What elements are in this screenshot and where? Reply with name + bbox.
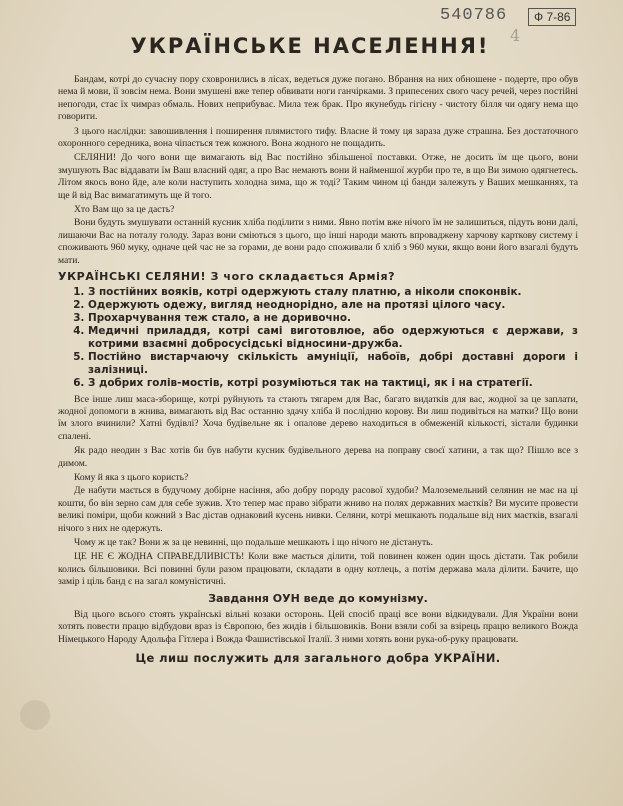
archive-stamp-number: 540786: [440, 6, 508, 25]
footer-slogan: Це лиш послужить для загального добра УКРАЇНИ.: [135, 651, 501, 666]
army-list-item: 1. З постійних вояків, котрі одержують сталу платню, а ніколи споконвік.: [88, 286, 578, 299]
pencil-mark: 4: [510, 26, 521, 45]
oun-task-line: Завдання ОУН веде до комунізму.: [208, 591, 428, 605]
question-who-gives: Хто Вам що за це дасть?: [74, 204, 175, 216]
paragraph-final: Від цього всього стоять українські вільні козаки осторонь. Цей спосіб праці все вони відкидували. Для України вони хотять повести працю відбудови враз із Європою, без жидів і більшовиків. Вони взяли собі за взірець працю великого Вожда Німецького Народу Адольфа Гітлера і Вожда Фашистівської Італії. З ними хотять вони рука-об-руку працювати.: [58, 609, 578, 645]
paragraph-justice: ЦЕ НЕ Є ЖОДНА СПРАВЕДЛИВІСТЬ! Коли вже мається ділити, той повинен кожен один щось дістати. Так робили колись більшовики. Всі повинні були разом працювати, складати в одну котлець, а потім держава мала ділити. Бачите, що замір і ціль банд є на загал комуністичні.: [58, 551, 578, 588]
paragraph-peasants-clothing: СЕЛЯНИ! До чого вони ще вимагають від Вас постійно збільшеної поставки. Отже, не досить їм ще цього, вони змушують Вас віддавати їм Ваш власний одяг, а про Вас немають вони й найменшої журби про те, в що Ви зимою одягнетесь. Літом якось воно йде, але коли наступить холодна зима, що ж тоді? Таким чином ці банди залежуть у Ваших мешканнях, та ще й від Вас вимагатимуть ще й того.: [58, 152, 578, 201]
army-list-item: 4. Медичні приладдя, котрі самі виготовлюе, або одержуються є держави, з котрими взаємні добросусідські відносини-дружба.: [88, 325, 578, 351]
army-list-item: 5. Постійно вистарчаючу скількість амуніції, набоїв, добрі доставні дороги і залізниці.: [88, 351, 578, 377]
leaflet-title: УКРАЇНСЬКЕ НАСЕЛЕННЯ!: [130, 34, 490, 58]
archive-code-box: Ф 7-86: [528, 8, 576, 26]
leaflet-body: [58, 74, 578, 665]
paragraph-mob: Все інше лиш маса-зборище, котрі руйнують та стають тягарем для Вас, багато видатків для вас, жодної за це заплати, жодної допомоги в жнива, вимагають від Вас останню здачу хліба й послідню корову. Ви лиш подивіться на матки? Що вони їм злого вчинили? Хатні будівлі? Хоча будівельне як і опалове дерево находиться в обмеженій кількості, зістали будинки спалені.: [58, 393, 578, 442]
paragraph-bands: Бандам, котрі до сучасну пору сховронились в лісах, ведеться дуже погано. Вбрання на них обношене - подерте, про обув нема й мови, її зовсім нема. Вони змушені вже тепер обвивати ноги ганчірками. З припесених свого часу речей, через постійні непогоди, стає їх чимраз обмаль. Нових неприбуває. Мила теж брак. Про якунебудь гігієну - чистоту білля чи одягу нема що говорити.: [58, 74, 578, 123]
paragraph-why: Чому ж це так? Вони ж за це невинні, що подальше мешкають і що нічого не дістануть.: [74, 536, 433, 548]
paper-stain: [20, 700, 50, 730]
army-list-item: 6. З добрих голів-мостів, котрі розуміються так на тактиці, як і на стратегії.: [88, 377, 578, 390]
paragraph-wood: Як радо неодин з Вас хотів би був набути кусник будівельного дерева на поправу своєї хатини, а так що? Пішло все з димом.: [58, 445, 578, 469]
army-list-item: 3. Прохарчування теж стало, а не доривочно.: [88, 312, 578, 325]
army-heading: УКРАЇНСЬКІ СЕЛЯНИ! З чого складається Армія?: [58, 270, 396, 284]
question-who-benefits: Кому й яка з цього користь?: [74, 471, 189, 483]
paragraph-typhus: З цього наслідки: завошивлення і поширення плямистого тифу. Власне й тому ця зараза дуже страшна. Без достаточного охоронного середника, вона чіпається теж кожного. Вона жодного не пощадить.: [58, 125, 578, 150]
army-list-item: 2. Одержують одежу, вигляд неоднорідно, але на протязі цілого часу.: [88, 299, 578, 312]
paragraph-bread: Вони будуть змушувати останній кусник хліба поділити з ними. Явно потім вже нічого їм не залишиться, підуть вони далі, лишаючи Вас на поталу голоду. Зараз вони сміються з цього, що інші народи мають впроваджену харчову карткову систему і споживають 960 муку, одначе цей час не за горами, де вони радо споживали б хліб з 960 муки, якщо вони його взагалі будуть мати.: [58, 217, 578, 266]
army-list: [58, 286, 578, 390]
paragraph-farming: Де набути мається в будучому добірне насіння, або добру породу расової худоби? Малоземельний селянин не має на ці кошти, бо він зерно сам для себе зужив. Хто тепер має право зібрати жниво на полях державних маєтків? Ви мусите провести великі поміри, щоби кожний з Вас дістав однаковий кусень нивки. Селяни, котрі мешкають подальше від них маєтків, взагалі нічого з них не одержуть.: [58, 485, 578, 534]
